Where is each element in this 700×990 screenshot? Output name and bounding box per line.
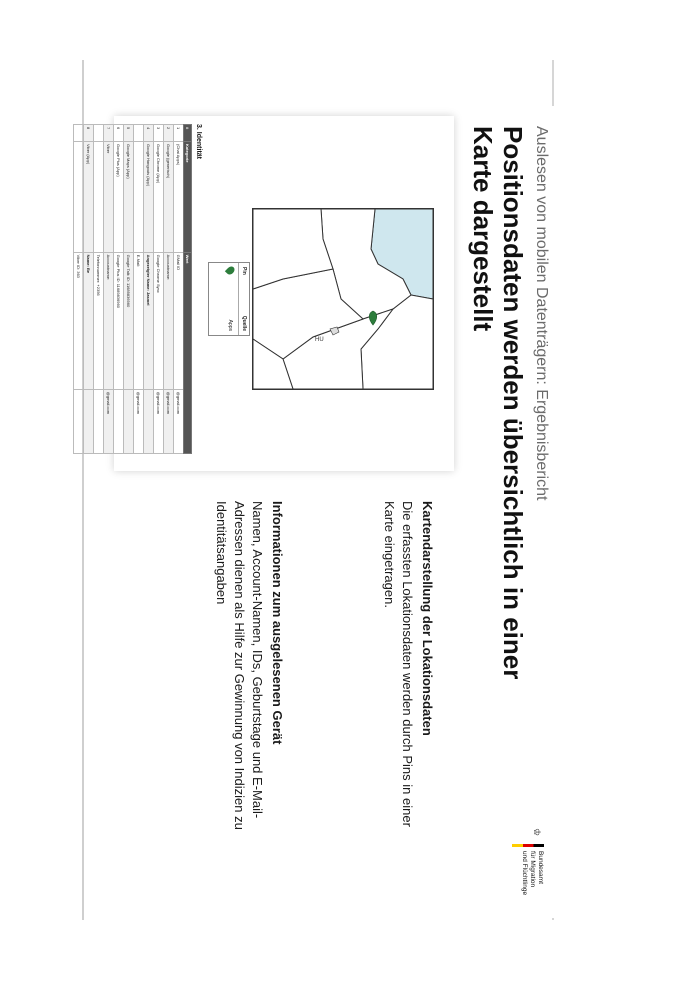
table-cell: Google Hangouts (App) bbox=[144, 142, 154, 253]
pin-icon bbox=[225, 265, 236, 276]
table-cell bbox=[114, 389, 124, 453]
table-cell bbox=[74, 125, 84, 142]
flag-bar bbox=[512, 844, 544, 847]
table-row bbox=[154, 125, 164, 454]
table-row bbox=[134, 125, 144, 454]
slide bbox=[76, 106, 554, 918]
table-cell: GMail ID bbox=[174, 252, 184, 389]
table-cell: (Chat Apps) bbox=[174, 142, 184, 253]
map-legend: Pin Quelle Apps bbox=[208, 262, 250, 336]
table-cell: Viber ID: 363 bbox=[74, 252, 84, 389]
table-cell bbox=[124, 389, 134, 453]
table-cell: @gmail.com bbox=[154, 389, 164, 453]
map-info-block bbox=[380, 501, 436, 841]
table-cell: Accountname: bbox=[104, 252, 114, 389]
table-row bbox=[84, 125, 94, 454]
table-cell bbox=[94, 142, 104, 253]
table-cell: @gmail.com bbox=[104, 389, 114, 453]
table-cell: E-Mail: bbox=[134, 252, 144, 389]
table-cell: 8 bbox=[84, 125, 94, 142]
table-cell: 5 bbox=[124, 125, 134, 142]
eagle-icon: ♔ bbox=[532, 828, 542, 837]
table-cell bbox=[74, 389, 84, 453]
table-cell: Google Chrome Sync bbox=[154, 252, 164, 389]
table-row bbox=[104, 125, 114, 454]
table-cell: @gmail.com bbox=[134, 389, 144, 453]
table-cell: @gmail.com bbox=[174, 389, 184, 453]
table-cell: Google Talk ID: 11689836960 bbox=[124, 252, 134, 389]
table-cell bbox=[134, 125, 144, 142]
table-cell: Viber (App) bbox=[84, 142, 94, 253]
table-row bbox=[74, 125, 84, 454]
map-label: HU bbox=[315, 337, 324, 343]
table-row bbox=[114, 125, 124, 454]
identity-table: # Kategorie Wert 1 (Chat Apps) GMail ID @gmail.com 2 Google (generisch) Accountname: @gmail.com 3 Google Chrome (App) Google Chrome Sync @gmail.com 4 Google Hangouts (App) Angezeigter Name: Jasmel E-Mail: @gmail.com 5 Google Maps (App) Google Talk ID: 11689836960 6 Google Plus (App) Google Plus ID: 11689836960 7 Viber Accountname: @gmail.com Telefonnummer: +2356 8 Viber (App) Name: Be Viber ID: 363 bbox=[73, 124, 192, 454]
map-graphic bbox=[253, 209, 433, 389]
table-cell: Google Chrome (App) bbox=[154, 142, 164, 253]
table-cell bbox=[94, 389, 104, 453]
table-cell: Google Plus (App) bbox=[114, 142, 124, 253]
table-cell: Telefonnummer: +2356 bbox=[94, 252, 104, 389]
location-map bbox=[252, 208, 434, 390]
table-cell: 1 bbox=[174, 125, 184, 142]
table-cell: 7 bbox=[104, 125, 114, 142]
bamf-logo bbox=[506, 828, 546, 908]
table-cell: @gmail.com bbox=[164, 389, 174, 453]
table-cell bbox=[94, 125, 104, 142]
device-info-heading: Informationen zum ausgelesenen Gerät bbox=[270, 501, 285, 745]
table-cell: 3 bbox=[154, 125, 164, 142]
report-screenshot bbox=[76, 116, 454, 471]
table-cell: Google Plus ID: 11689836960 bbox=[114, 252, 124, 389]
identity-heading: 3. Identität bbox=[195, 124, 202, 160]
table-cell: Accountname: bbox=[164, 252, 174, 389]
table-cell: Google (generisch) bbox=[164, 142, 174, 253]
device-info-block bbox=[212, 501, 286, 841]
table-cell: Google Maps (App) bbox=[124, 142, 134, 253]
map-info-heading: Kartendarstellung der Lokationsdaten bbox=[420, 501, 435, 736]
logo-text: Bundesamt für Migration und Flüchtlinge bbox=[521, 851, 544, 896]
slide-subtitle: Auslesen von mobilen Datenträgern: Ergebnisbericht bbox=[533, 126, 550, 501]
table-cell: Viber bbox=[104, 142, 114, 253]
table-row bbox=[144, 125, 154, 454]
table-cell bbox=[134, 142, 144, 253]
table-cell: 2 bbox=[164, 125, 174, 142]
table-cell: 6 bbox=[114, 125, 124, 142]
table-cell bbox=[144, 389, 154, 453]
device-info-body: Namen, Account-Namen, IDs, Geburtstage und E-Mail-Adressen dienen als Hilfe zur Gewinnung von Indizien zu Identitätsangaben bbox=[214, 501, 265, 830]
slide-title: Positionsdaten werden übersichtlich in einer Karte dargestellt bbox=[468, 126, 528, 680]
map-info-body: Die erfassten Lokationsdaten werden durch Pins in einer Karte eingetragen. bbox=[382, 501, 415, 827]
table-row bbox=[174, 125, 184, 454]
table-cell: Name: Be bbox=[84, 252, 94, 389]
table-row bbox=[164, 125, 174, 454]
table-cell bbox=[84, 389, 94, 453]
table-cell: 4 bbox=[144, 125, 154, 142]
table-row bbox=[94, 125, 104, 454]
table-row bbox=[124, 125, 134, 454]
table-cell bbox=[74, 142, 84, 253]
table-cell: Angezeigter Name: Jasmel bbox=[144, 252, 154, 389]
